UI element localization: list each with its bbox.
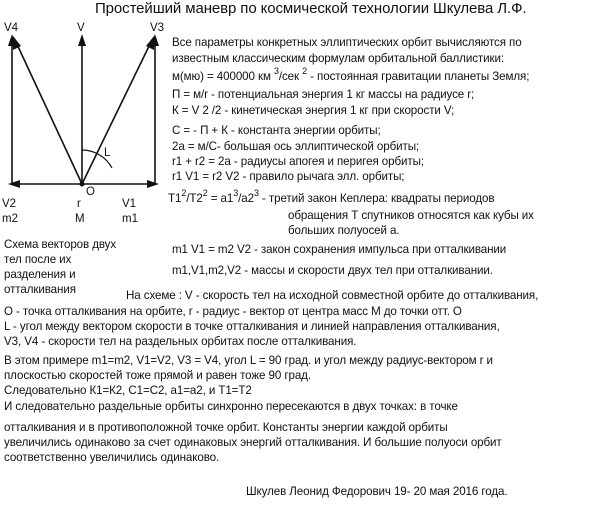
text-line: m1,V1,m2,V2 - массы и скорости двух тел при отталкивании. — [172, 264, 493, 277]
text-line: r1 + r2 = 2а - радиусы апогея и перигея орбиты; — [172, 155, 424, 168]
label-v3: V3 — [150, 22, 165, 34]
label-l: L — [104, 147, 111, 159]
formula-kepler: $T1^2/T2^2 = a1^3/a2^3$ - третий закон Кеплера: квадраты периодов — [168, 188, 495, 205]
text-line: соответственно увеличились одинаково. — [4, 451, 220, 464]
caption-line: тел после их — [4, 253, 72, 266]
text-line: К = V 2 /2 - кинетическая энергия 1 кг при скорости V; — [172, 104, 455, 117]
vector-o-v4-arrow — [13, 36, 21, 50]
text-line: L - угол между вектором скорости в точке отталкивания и линией направления отталкивания, — [4, 320, 500, 333]
text-line: известным классическим формулам орбитальной баллистики: — [172, 52, 504, 65]
vector-v2-arrow — [8, 180, 20, 188]
text-line: О - точка отталкивания на орбите, r - радиус - вектор от центра масс М до точки отт. О — [4, 305, 462, 318]
text-line: С = - П + К - константа энергии орбиты; — [172, 124, 381, 137]
text-line: m1 V1 = m2 V2 - закон сохранения импульса при отталкивании — [172, 243, 507, 256]
text-line: плоскостью скоростей тоже прямой и равен тоже 90 град. — [4, 369, 311, 382]
label-o: O — [86, 186, 95, 198]
caption-line: Схема векторов двух — [4, 238, 117, 251]
signature: Шкулев Леонид Федорович 19- 20 мая 2016 года. — [246, 485, 508, 498]
text-line: В этом примере m1=m2, V1=V2, V3 = V4, угол L = 90 град. и угол между радиус-вектором r и — [4, 354, 493, 367]
text-line: 2а = м/С- большая ось эллиптической орбиты; — [172, 140, 420, 153]
page-title: Простейший маневр по космической технологии Шкулева Л.Ф. — [95, 0, 527, 17]
label-m: M — [75, 213, 85, 225]
label-r: r — [77, 198, 81, 210]
text-line: И следовательно раздельные орбиты синхронно пересекаются в двух точках: в точке — [4, 400, 458, 413]
vector-diagram — [0, 0, 170, 230]
vector-o-v4-line — [15, 40, 82, 184]
text-line: П = м/r - потенциальная энергия 1 кг массы на радиусе r; — [172, 88, 475, 101]
label-m1: m1 — [122, 213, 138, 225]
caption-line: разделения и — [4, 268, 76, 281]
label-v2: V2 — [2, 198, 17, 210]
text-line: Все параметры конкретных эллиптических орбит вычисляются по — [172, 36, 522, 49]
text-line: отталкивания и в противоположной точке орбит. Константы энергии каждой орбиты — [4, 421, 448, 434]
formula-mu: м(мю) = 400000 км $^3$/сек $^2$ - постоянная гравитации планеты Земля; — [172, 66, 530, 83]
label-v1: V1 — [122, 198, 137, 210]
vector-o-v3-arrow — [146, 36, 154, 50]
vector-v1-arrow — [147, 180, 159, 188]
label-v4: V4 — [4, 22, 19, 34]
vector-v-arrow — [78, 34, 86, 46]
text-line: Следовательно К1=К2, С1=С2, а1=а2, и Т1=Т2 — [4, 384, 252, 397]
text-line: r1 V1 = r2 V2 - правило рычага элл. орбиты; — [172, 170, 405, 183]
label-v: V — [77, 22, 85, 34]
text-line: больших полуосей а. — [288, 224, 400, 237]
text-line: увеличились одинаково за счет одинаковых энергий отталкивания. И большие полуоси орбит — [4, 436, 502, 449]
label-m2: m2 — [2, 213, 18, 225]
point-o — [80, 182, 85, 187]
caption-line: отталкивания — [4, 283, 76, 296]
text-line: На схеме : V - скорость тел на исходной совместной орбите до отталкивания, — [126, 289, 539, 302]
vector-o-v3-line — [82, 40, 152, 184]
text-line: обращения Т спутников относятся как кубы их — [288, 209, 534, 222]
text-line: V3, V4 - скорости тел на раздельных орбитах после отталкивания. — [4, 335, 357, 348]
